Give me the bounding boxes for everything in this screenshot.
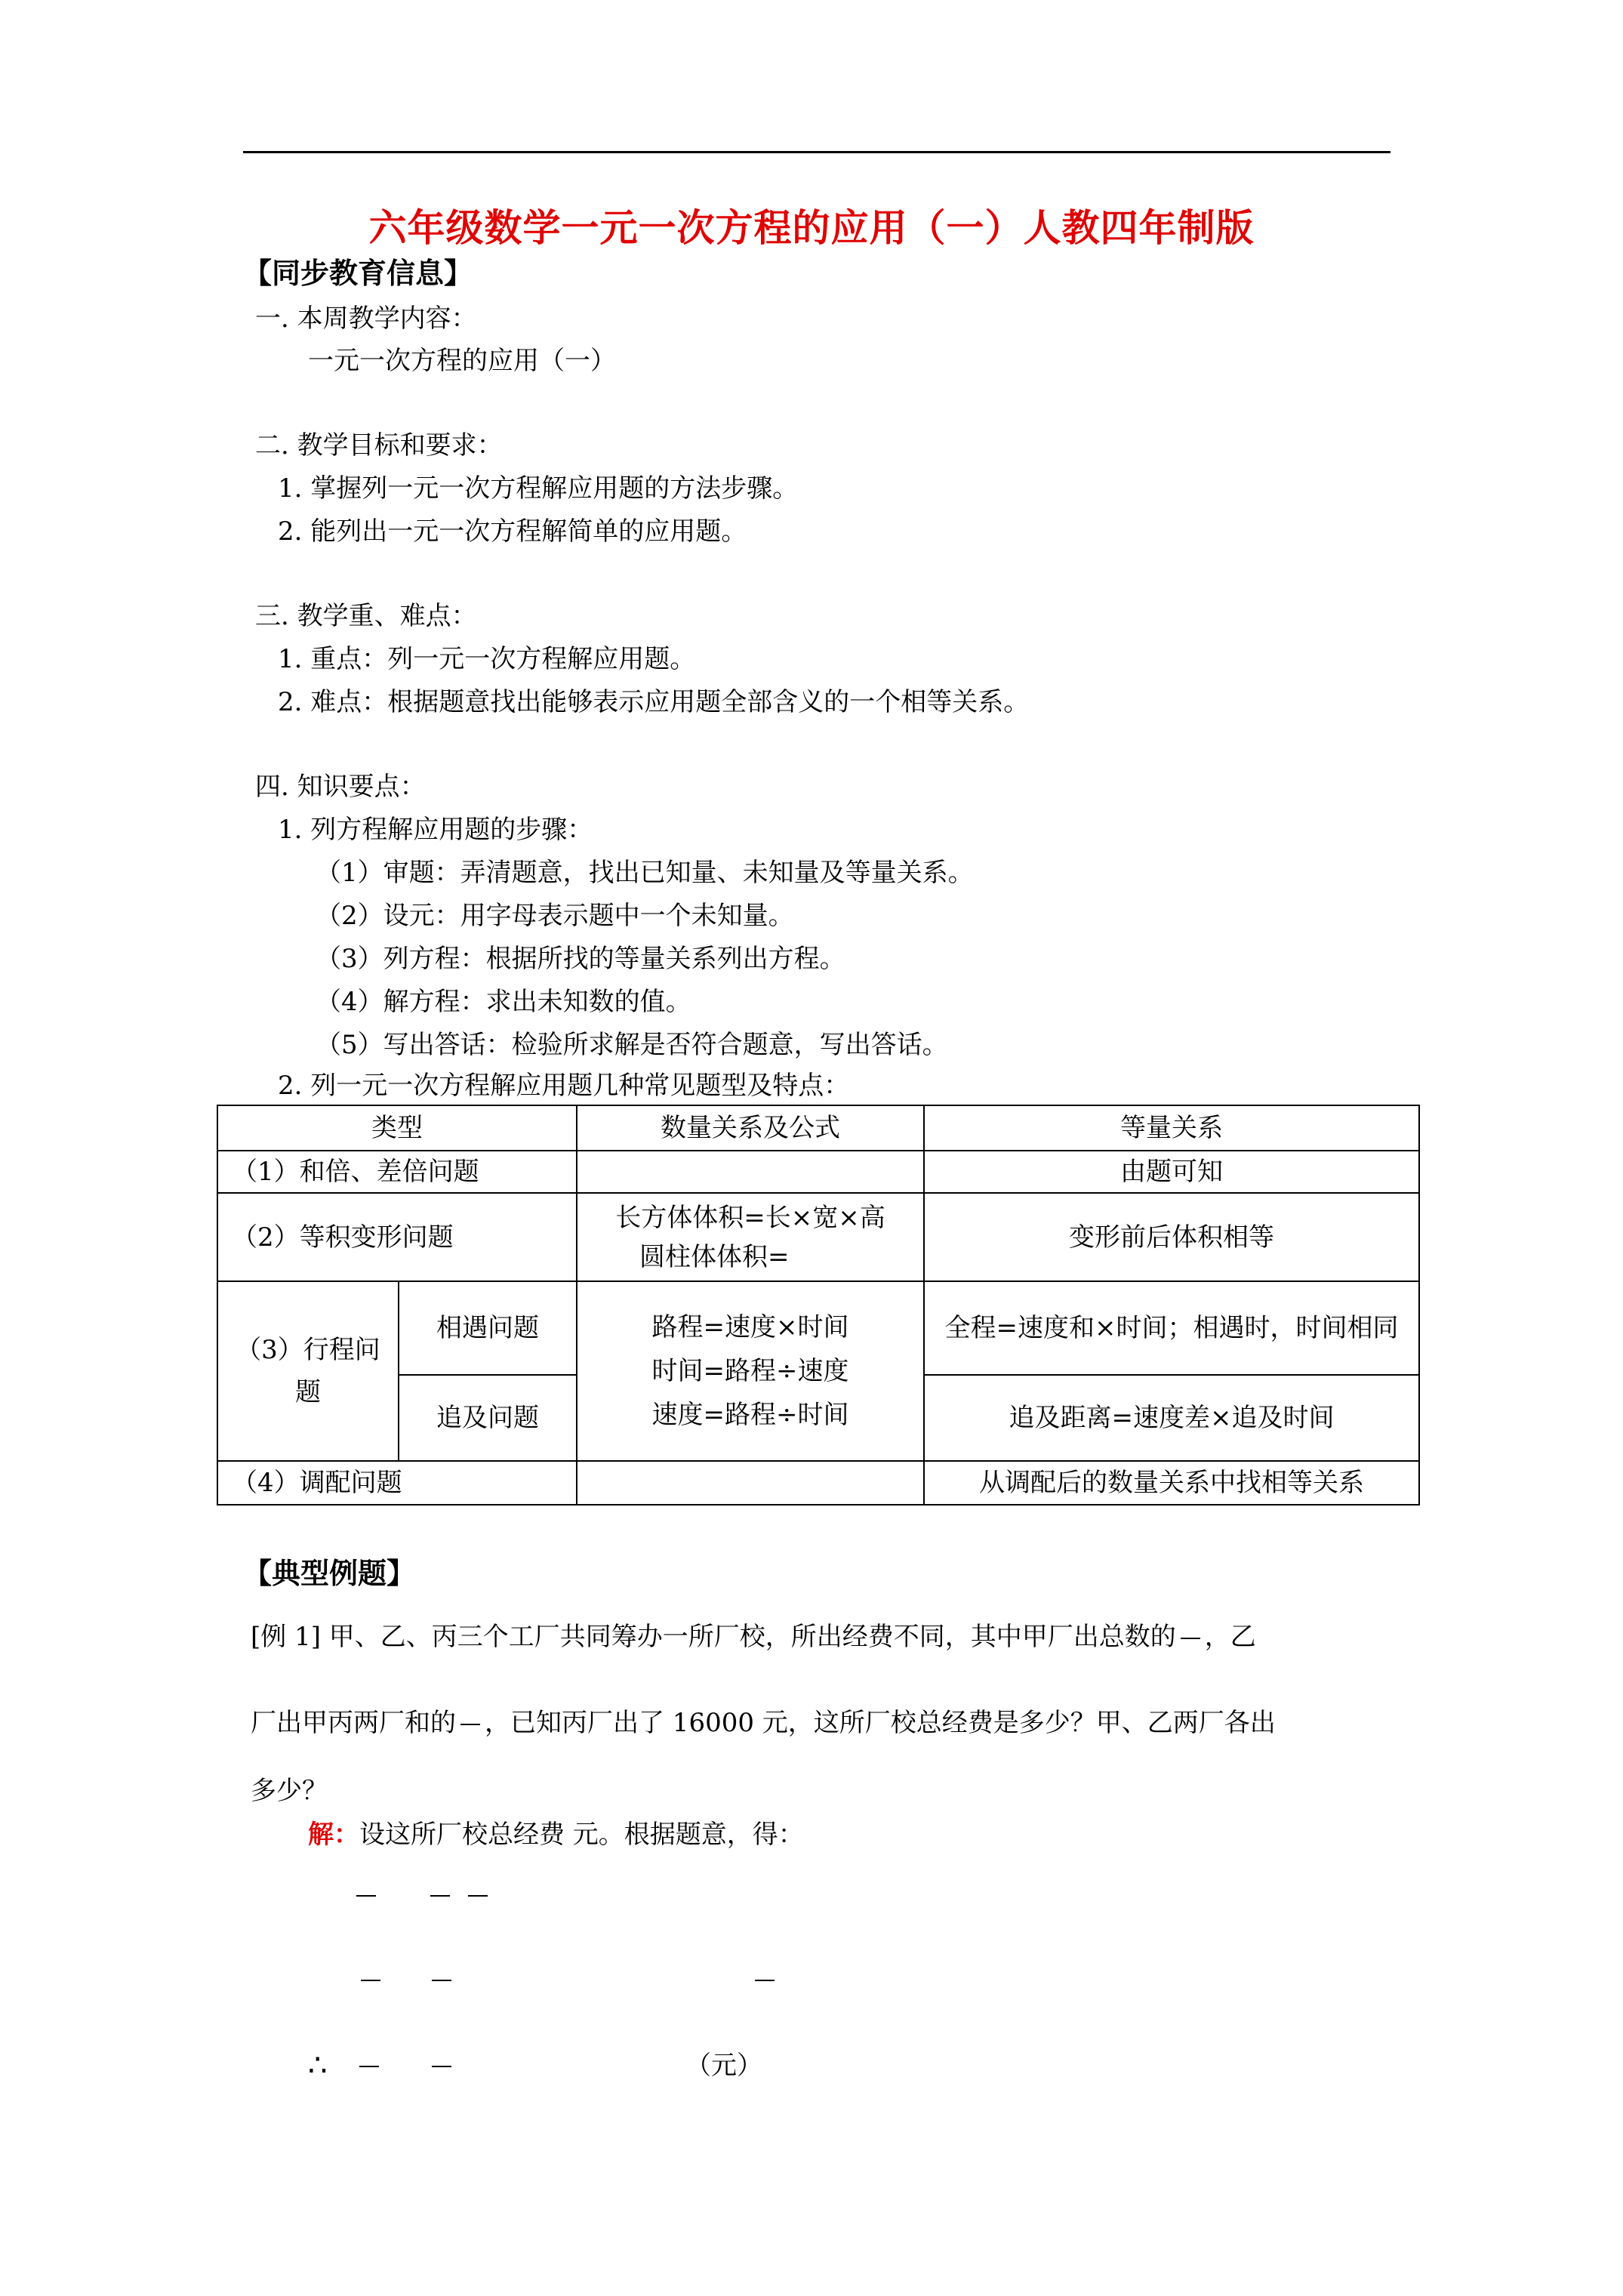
step-2: （2）设元：用字母表示题中一个未知量。 <box>316 901 794 931</box>
equation-fraction-bar <box>468 1895 488 1897</box>
example1-line1 <box>251 1622 1256 1652</box>
header-formula: 数量关系及公式 <box>577 1105 924 1151</box>
row1-type: （1）和倍、差倍问题 <box>217 1151 577 1193</box>
s1-heading: 一. 本周教学内容： <box>255 304 477 334</box>
therefore-symbol: ∴ <box>308 2048 328 2083</box>
equation-fraction-bar <box>755 1980 775 1981</box>
fraction-placeholder <box>460 1724 480 1725</box>
equation-fraction-bar <box>359 2066 379 2067</box>
equation-fraction-bar <box>356 1895 376 1897</box>
step-3: （3）列方程：根据所找的等量关系列出方程。 <box>316 944 845 974</box>
row1-formula <box>577 1151 924 1193</box>
s4-item-2: 2. 列一元一次方程解应用题几种常见题型及特点： <box>278 1071 850 1101</box>
s2-heading: 二. 教学目标和要求： <box>255 430 503 461</box>
header-rule <box>243 151 1390 153</box>
row3-relation-chase: 追及距离=速度差×追及时间 <box>924 1375 1419 1461</box>
s4-heading: 四. 知识要点： <box>255 772 426 802</box>
row3-sub-chase: 追及问题 <box>399 1375 577 1461</box>
problem-types-table <box>217 1105 1420 1505</box>
step-1: （1）审题：弄清题意，找出已知量、未知量及等量关系。 <box>316 858 974 888</box>
row2-formula-1: 长方体体积=长×宽×高 <box>615 1202 885 1233</box>
s3-item-1: 1. 重点：列一元一次方程解应用题。 <box>278 644 696 674</box>
step-4: （4）解方程：求出未知数的值。 <box>316 987 691 1017</box>
s3-heading: 三. 教学重、难点： <box>255 601 477 631</box>
step-5: （5）写出答话：检验所求解是否符合题意，写出答话。 <box>316 1030 948 1060</box>
row2-formula <box>577 1193 924 1281</box>
row2-formula-2: 圆柱体体积= <box>639 1241 790 1272</box>
row4-relation: 从调配后的数量关系中找相等关系 <box>924 1461 1419 1505</box>
header-relation: 等量关系 <box>924 1105 1419 1151</box>
s1-content: 一元一次方程的应用（一） <box>308 346 616 376</box>
row3-formula <box>577 1281 924 1461</box>
document-title: 六年级数学一元一次方程的应用（一）人教四年制版 <box>368 205 1255 250</box>
s3-item-2: 2. 难点：根据题意找出能够表示应用题全部含义的一个相等关系。 <box>278 687 1030 717</box>
section-sync-heading: 【同步教育信息】 <box>243 256 473 290</box>
row3-group <box>217 1281 399 1461</box>
header-type: 类型 <box>217 1105 577 1151</box>
section-examples-heading: 【典型例题】 <box>243 1556 416 1590</box>
s2-item-1: 1. 掌握列一元一次方程解应用题的方法步骤。 <box>278 473 799 504</box>
row1-relation: 由题可知 <box>924 1151 1419 1193</box>
example1-line2-tail: ，已知丙厂出了 16000 元，这所厂校总经费是多少？甲、乙两厂各出 <box>485 1708 1276 1738</box>
solution-line <box>308 1820 804 1850</box>
s2-item-2: 2. 能列出一元一次方程解简单的应用题。 <box>278 516 747 547</box>
row3-formula-3: 速度=路程÷时间 <box>651 1400 849 1430</box>
equation-fraction-bar <box>432 1980 451 1981</box>
example1-line1-tail: ，乙 <box>1204 1622 1256 1652</box>
s4-item-1: 1. 列方程解应用题的步骤： <box>278 815 593 845</box>
row2-relation: 变形前后体积相等 <box>924 1193 1419 1281</box>
example1-line3: 多少？ <box>251 1776 328 1806</box>
equation-fraction-bar <box>361 1980 380 1981</box>
fraction-placeholder <box>1181 1638 1200 1639</box>
row2-type: （2）等积变形问题 <box>217 1193 577 1281</box>
example1-line1-text: [例 1] 甲、乙、丙三个工厂共同筹办一所厂校，所出经费不同，其中甲厂出总数的 <box>251 1622 1176 1652</box>
example1-line2 <box>251 1708 1276 1738</box>
result-unit: （元） <box>685 2051 762 2081</box>
equation-fraction-bar <box>432 2066 451 2067</box>
row3-formula-2: 时间=路程÷速度 <box>651 1356 849 1386</box>
row3-formula-1: 路程=速度×时间 <box>651 1312 849 1342</box>
equation-fraction-bar <box>430 1895 450 1897</box>
row4-type: （4）调配问题 <box>217 1461 577 1505</box>
example1-line2-text: 厂出甲丙两厂和的 <box>251 1708 456 1738</box>
row3-sub-meeting: 相遇问题 <box>399 1281 577 1375</box>
solution-text: 设这所厂校总经费 元。根据题意，得： <box>359 1820 804 1850</box>
solution-label: 解： <box>308 1820 359 1850</box>
row3-relation-meeting: 全程=速度和×时间；相遇时，时间相同 <box>924 1281 1419 1375</box>
row4-formula <box>577 1461 924 1505</box>
row3-group-label: （3）行程问题 <box>236 1335 380 1407</box>
